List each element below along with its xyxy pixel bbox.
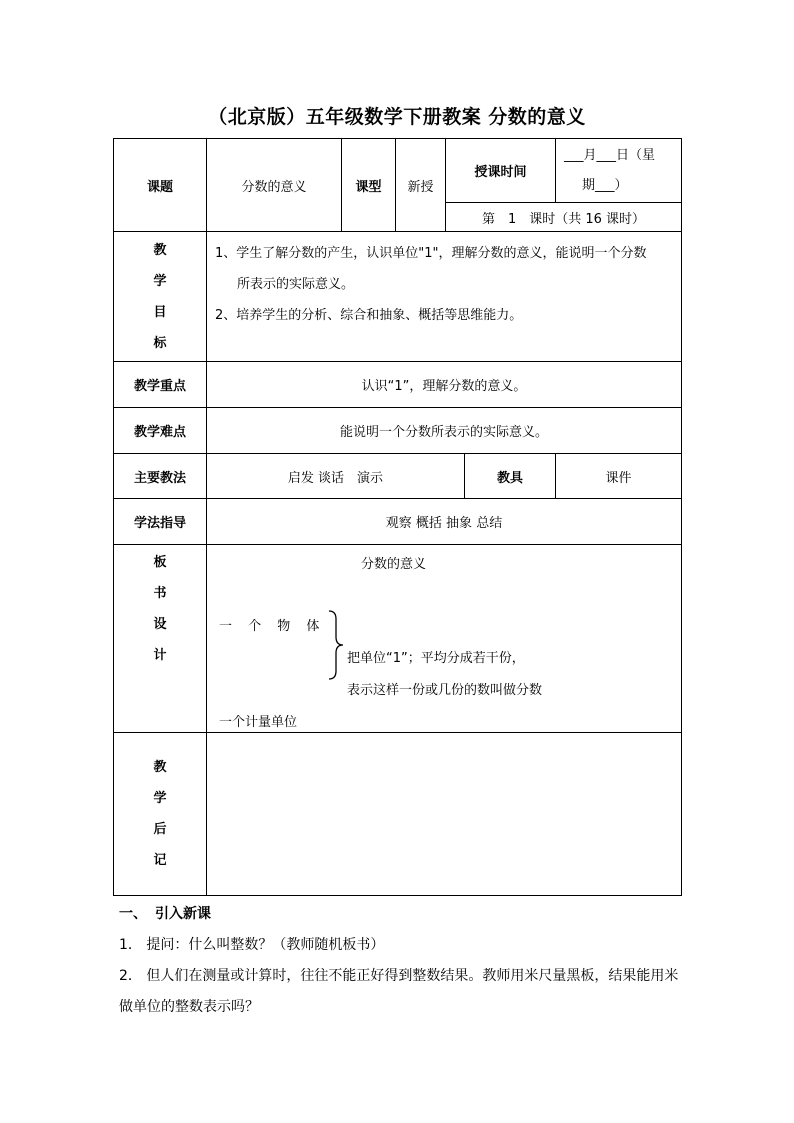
section-number: 一、 (119, 906, 147, 922)
tool-label: 教具 (465, 454, 556, 499)
topic-label: 课题 (114, 139, 207, 232)
difficulty-value: 能说明一个分数所表示的实际意义。 (207, 408, 682, 454)
date-line-2: 期___） (582, 177, 628, 193)
board-label (114, 545, 207, 733)
board-line-2: 表示这样一份或几份的数叫做分数 (347, 683, 543, 698)
method-value: 启发 谈话 演示 (207, 454, 465, 499)
board-line-1: 把单位“1”；平均分成若干份， (347, 651, 525, 666)
board-label-char: 设 (153, 617, 167, 632)
guide-label: 学法指导 (114, 499, 207, 545)
tool-value: 课件 (556, 454, 682, 499)
board-label-char: 书 (153, 586, 167, 601)
goals-label-char: 学 (153, 273, 167, 289)
board-content (207, 545, 682, 733)
after-label-char: 学 (153, 791, 167, 806)
goals-label-char: 目 (153, 304, 167, 320)
difficulty-label: 教学难点 (114, 408, 207, 454)
date-cell (556, 139, 682, 203)
after-label-char: 教 (153, 760, 167, 775)
goals-label-char: 教 (153, 242, 167, 258)
curly-brace-icon (325, 609, 345, 681)
paragraph-1: 1． 提问：什么叫整数？（教师随机板书） (119, 937, 385, 953)
board-title: 分数的意义 (361, 557, 427, 572)
after-label-char: 后 (153, 822, 167, 837)
method-label: 主要教法 (114, 454, 207, 499)
paragraph-2: 2． 但人们在测量或计算时，往往不能正好得到整数结果。教师用米尺量黑板，结果能用米 (119, 968, 679, 984)
goals-content (207, 232, 682, 362)
goals-label (114, 232, 207, 362)
type-label: 课型 (342, 139, 396, 232)
board-left-2: 一个计量单位 (219, 715, 298, 730)
key-point-label: 教学重点 (114, 362, 207, 408)
topic-value: 分数的意义 (207, 139, 342, 232)
date-line-1: ___月___日（星 (564, 147, 656, 163)
period-cell: 第 1 课时（共 16 课时） (446, 203, 682, 232)
board-label-char: 板 (153, 555, 167, 570)
key-point-value: 认识“1”，理解分数的意义。 (207, 362, 682, 408)
guide-value: 观察 概括 抽象 总结 (207, 499, 682, 545)
section-heading (119, 899, 689, 930)
goal-item-1: 1、学生了解分数的产生，认识单位"1"，理解分数的意义，能说明一个分数 (215, 246, 647, 261)
after-notes-label (114, 733, 207, 896)
after-notes-content (207, 733, 682, 896)
after-label-char: 记 (153, 853, 167, 868)
board-label-char: 计 (153, 648, 167, 663)
goals-label-char: 标 (153, 335, 167, 351)
document-title: （北京版）五年级数学下册教案 分数的意义 (208, 106, 586, 128)
board-left-1: 一 个 物 体 (219, 619, 326, 634)
time-label: 授课时间 (446, 139, 556, 203)
type-value: 新授 (396, 139, 446, 232)
lesson-plan-table (113, 138, 682, 896)
paragraph-2-cont: 做单位的整数表示吗？ (119, 999, 259, 1015)
goal-item-1-cont: 所表示的实际意义。 (237, 277, 355, 292)
section-title: 引入新课 (155, 906, 211, 922)
lesson-body (119, 899, 689, 1023)
goal-item-2: 2、培养学生的分析、综合和抽象、概括等思维能力。 (215, 308, 523, 323)
